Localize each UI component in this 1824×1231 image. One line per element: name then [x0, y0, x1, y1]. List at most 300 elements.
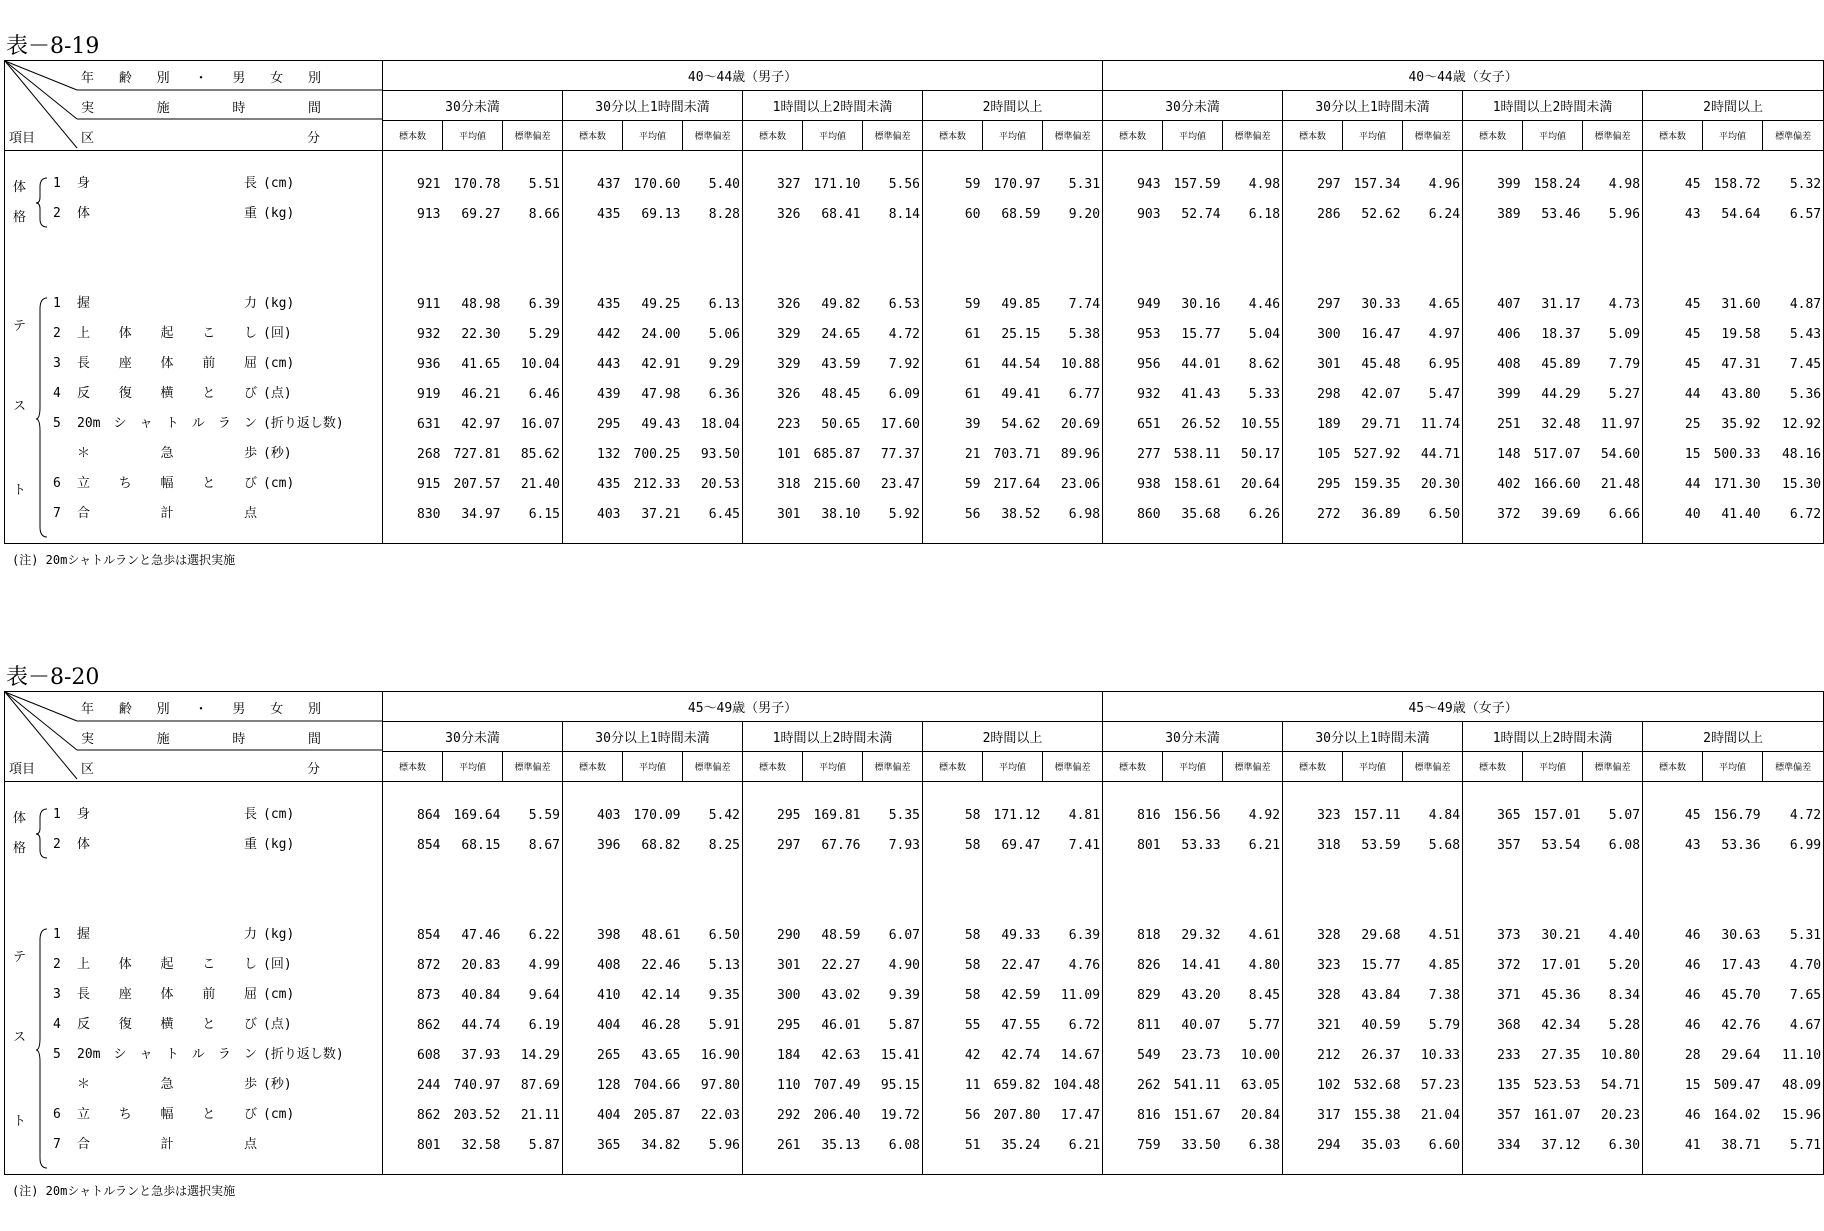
data-cell: 49.85 [1001, 296, 1041, 312]
header-column: 平均値 [443, 752, 503, 782]
data-cell: 403 [597, 506, 621, 522]
data-cell: 8.34 [1583, 980, 1643, 1010]
data-cell: 44.29 [1541, 386, 1581, 402]
data-cell: 5.92 [863, 499, 923, 529]
data-cell: 14.29 [503, 1040, 563, 1070]
data-cell: 15 [1684, 446, 1701, 462]
data-cell: 20.69 [1043, 409, 1103, 439]
data-cell: 42.63 [821, 1047, 861, 1063]
data-cell: 6.15 [503, 499, 563, 529]
header-duration: 30分未満 [1103, 722, 1283, 752]
data-cell: 5.87 [863, 1010, 923, 1040]
data-cell: 915 [417, 476, 441, 492]
data-cell: 157.34 [1353, 176, 1401, 192]
data-cell: 10.33 [1403, 1040, 1463, 1070]
data-cell: 11 [964, 1077, 981, 1093]
data-cell: 399 [1497, 386, 1521, 402]
data-cell: 829 [1137, 987, 1161, 1003]
data-cell: 5.28 [1583, 1010, 1643, 1040]
data-cell: 404 [597, 1107, 621, 1123]
data-cell: 8.66 [503, 199, 563, 229]
data-cell: 5.06 [683, 319, 743, 349]
item-name: ＊ 急 歩 [77, 1077, 257, 1092]
data-cell: 329 [777, 356, 801, 372]
data-cell: 212.33 [633, 476, 681, 492]
stats-table [4, 691, 1824, 1175]
data-cell: 6.50 [1403, 499, 1463, 529]
data-cell: 372 [1497, 957, 1521, 973]
header-column: 平均値 [1703, 121, 1763, 151]
category-body-char: 格 [13, 841, 27, 856]
data-cell: 40 [1684, 506, 1701, 522]
header-duration: 1時間以上2時間未満 [1463, 722, 1643, 752]
data-cell: 15.96 [1763, 1100, 1824, 1130]
item-name: 上 体 起 こ し [77, 326, 257, 341]
data-cell: 189 [1317, 416, 1341, 432]
data-cell: 22.46 [641, 957, 681, 973]
data-cell: 323 [1317, 957, 1341, 973]
data-cell: 45 [1684, 807, 1701, 823]
data-cell: 406 [1497, 326, 1521, 342]
category-body-char: 体 [13, 811, 27, 826]
data-cell: 5.13 [683, 950, 743, 980]
header-column: 標本数 [1103, 121, 1163, 151]
header-column: 標準偏差 [683, 121, 743, 151]
header-column: 平均値 [983, 121, 1043, 151]
data-cell: 16.90 [683, 1040, 743, 1070]
header-duration: 2時間以上 [923, 722, 1103, 752]
data-cell: 77.37 [863, 439, 923, 469]
data-cell: 56 [964, 1107, 981, 1123]
data-cell: 6.07 [863, 920, 923, 950]
data-cell: 101 [777, 446, 801, 462]
data-cell: 523.53 [1533, 1077, 1581, 1093]
data-cell: 44 [1684, 476, 1701, 492]
data-cell: 6.57 [1763, 199, 1824, 229]
data-cell: 48.98 [461, 296, 501, 312]
stats-table [4, 60, 1824, 544]
table-row [5, 1040, 1824, 1070]
row-label [5, 319, 382, 349]
data-cell: 157.11 [1353, 807, 1401, 823]
data-cell: 6.99 [1763, 830, 1824, 860]
item-unit: (cm) [263, 807, 295, 822]
data-cell: 44.71 [1403, 439, 1463, 469]
header-duration: 30分以上1時間未満 [1283, 722, 1463, 752]
data-cell: 956 [1137, 356, 1161, 372]
table-row [5, 169, 1824, 199]
table-row [5, 499, 1824, 529]
data-cell: 517.07 [1533, 446, 1581, 462]
data-cell: 68.15 [461, 837, 501, 853]
data-cell: 6.38 [1223, 1130, 1283, 1160]
data-cell: 7.45 [1763, 349, 1824, 379]
item-name: 上 体 起 こ し [77, 957, 257, 972]
data-cell: 43.20 [1181, 987, 1221, 1003]
table-row [5, 289, 1824, 319]
data-cell: 25.15 [1001, 326, 1041, 342]
data-cell: 17.47 [1043, 1100, 1103, 1130]
data-cell: 5.07 [1583, 800, 1643, 830]
header-column: 平均値 [1163, 752, 1223, 782]
table-note: (注) 20mシャトルランと急歩は選択実施 [12, 553, 236, 567]
data-cell: 46 [1684, 1017, 1701, 1033]
data-cell: 509.47 [1713, 1077, 1761, 1093]
row-label [5, 1010, 382, 1040]
data-cell: 365 [1497, 807, 1521, 823]
data-cell: 37.93 [461, 1047, 501, 1063]
data-cell: 158.61 [1173, 476, 1221, 492]
data-cell: 104.48 [1043, 1070, 1103, 1100]
data-cell: 323 [1317, 807, 1341, 823]
data-cell: 6.39 [503, 289, 563, 319]
category-test-char: ス [13, 399, 27, 414]
data-cell: 156.56 [1173, 807, 1221, 823]
table-row [5, 1010, 1824, 1040]
item-unit: (kg) [263, 927, 295, 942]
data-cell: 26.52 [1181, 416, 1221, 432]
data-cell: 651 [1137, 416, 1161, 432]
table-row [5, 950, 1824, 980]
data-cell: 7.93 [863, 830, 923, 860]
header-item: 項目 [9, 131, 36, 146]
header-column: 標準偏差 [503, 752, 563, 782]
data-cell: 44.74 [461, 1017, 501, 1033]
data-cell: 159.35 [1353, 476, 1401, 492]
data-cell: 943 [1137, 176, 1161, 192]
header-duration: 1時間以上2時間未満 [743, 91, 923, 121]
item-number: 5 [53, 416, 61, 431]
item-name: 握 力 [77, 296, 257, 311]
data-cell: 326 [777, 386, 801, 402]
data-cell: 35.24 [1001, 1137, 1041, 1153]
data-cell: 40.84 [461, 987, 501, 1003]
data-cell: 854 [417, 927, 441, 943]
data-cell: 29.71 [1361, 416, 1401, 432]
data-cell: 6.13 [683, 289, 743, 319]
data-cell: 50.17 [1223, 439, 1283, 469]
data-cell: 156.79 [1713, 807, 1761, 823]
data-cell: 20.64 [1223, 469, 1283, 499]
data-cell: 811 [1137, 1017, 1161, 1033]
data-cell: 110 [777, 1077, 801, 1093]
data-cell: 541.11 [1173, 1077, 1221, 1093]
header-duration: 30分未満 [383, 722, 563, 752]
data-cell: 357 [1497, 837, 1521, 853]
data-cell: 169.64 [453, 807, 501, 823]
row-label [5, 379, 382, 409]
header-duration: 2時間以上 [1643, 722, 1824, 752]
data-cell: 18.04 [683, 409, 743, 439]
data-cell: 87.69 [503, 1070, 563, 1100]
data-cell: 938 [1137, 476, 1161, 492]
data-cell: 4.40 [1583, 920, 1643, 950]
data-cell: 11.10 [1763, 1040, 1824, 1070]
data-cell: 295 [1317, 476, 1341, 492]
data-cell: 5.79 [1403, 1010, 1463, 1040]
data-cell: 329 [777, 326, 801, 342]
header-column: 平均値 [1523, 121, 1583, 151]
data-cell: 435 [597, 206, 621, 222]
row-label [5, 439, 382, 469]
header-column: 標本数 [743, 121, 803, 151]
data-cell: 8.45 [1223, 980, 1283, 1010]
header-column: 標本数 [563, 752, 623, 782]
data-cell: 527.92 [1353, 446, 1401, 462]
data-cell: 31.17 [1541, 296, 1581, 312]
table-row [5, 1100, 1824, 1130]
data-cell: 32.48 [1541, 416, 1581, 432]
header-column: 平均値 [803, 752, 863, 782]
data-cell: 9.39 [863, 980, 923, 1010]
data-cell: 55 [964, 1017, 981, 1033]
data-cell: 206.40 [813, 1107, 861, 1123]
item-unit: (折り返し数) [263, 1047, 344, 1062]
item-number: 5 [53, 1047, 61, 1062]
data-cell: 47.46 [461, 927, 501, 943]
data-cell: 244 [417, 1077, 441, 1093]
data-cell: 40.07 [1181, 1017, 1221, 1033]
data-cell: 704.66 [633, 1077, 681, 1093]
row-label [5, 1030, 382, 1070]
data-cell: 4.92 [1223, 800, 1283, 830]
header-column: 標準偏差 [683, 752, 743, 782]
data-cell: 286 [1317, 206, 1341, 222]
data-cell: 860 [1137, 506, 1161, 522]
data-cell: 404 [597, 1017, 621, 1033]
data-cell: 44.01 [1181, 356, 1221, 372]
header-column: 標本数 [1103, 752, 1163, 782]
data-cell: 21.04 [1403, 1100, 1463, 1130]
header-duration: 2時間以上 [1643, 91, 1824, 121]
data-cell: 54.71 [1583, 1070, 1643, 1100]
data-cell: 396 [597, 837, 621, 853]
data-cell: 5.35 [863, 800, 923, 830]
data-cell: 207.80 [993, 1107, 1041, 1123]
data-cell: 11.97 [1583, 409, 1643, 439]
data-cell: 46.21 [461, 386, 501, 402]
data-cell: 437 [597, 176, 621, 192]
data-cell: 5.29 [503, 319, 563, 349]
item-number: 4 [53, 386, 61, 401]
data-cell: 58 [964, 927, 981, 943]
data-cell: 4.99 [503, 950, 563, 980]
data-cell: 5.71 [1763, 1130, 1824, 1160]
header-column: 標本数 [383, 121, 443, 151]
data-cell: 949 [1137, 296, 1161, 312]
data-cell: 5.51 [503, 169, 563, 199]
data-cell: 8.14 [863, 199, 923, 229]
data-cell: 6.72 [1043, 1010, 1103, 1040]
data-cell: 48.61 [641, 927, 681, 943]
data-cell: 22.27 [821, 957, 861, 973]
data-cell: 58 [964, 837, 981, 853]
data-cell: 4.84 [1403, 800, 1463, 830]
data-cell: 170.97 [993, 176, 1041, 192]
data-cell: 51 [964, 1137, 981, 1153]
data-cell: 9.64 [503, 980, 563, 1010]
header-column: 標準偏差 [1043, 121, 1103, 151]
data-cell: 8.25 [683, 830, 743, 860]
data-cell: 54.64 [1721, 206, 1761, 222]
row-label [5, 1100, 382, 1130]
data-cell: 5.77 [1223, 1010, 1283, 1040]
data-cell: 24.00 [641, 326, 681, 342]
data-cell: 52.74 [1181, 206, 1221, 222]
data-cell: 58 [964, 807, 981, 823]
data-cell: 6.50 [683, 920, 743, 950]
data-cell: 407 [1497, 296, 1521, 312]
data-cell: 301 [777, 506, 801, 522]
data-cell: 6.22 [503, 920, 563, 950]
header-male: 45～49歳（男子） [383, 692, 1103, 722]
data-cell: 435 [597, 296, 621, 312]
data-cell: 32.58 [461, 1137, 501, 1153]
header-duration: 2時間以上 [923, 91, 1103, 121]
data-cell: 34.97 [461, 506, 501, 522]
header-column: 標本数 [1283, 121, 1343, 151]
header-column: 標本数 [1643, 752, 1703, 782]
data-cell: 39.69 [1541, 506, 1581, 522]
data-cell: 872 [417, 957, 441, 973]
data-cell: 61 [964, 386, 981, 402]
data-cell: 318 [1317, 837, 1341, 853]
data-cell: 936 [417, 356, 441, 372]
data-cell: 4.67 [1763, 1010, 1824, 1040]
data-cell: 46.28 [641, 1017, 681, 1033]
data-cell: 7.74 [1043, 289, 1103, 319]
item-name: 合 計 点 [77, 1137, 257, 1152]
data-cell: 4.80 [1223, 950, 1283, 980]
data-cell: 4.97 [1403, 319, 1463, 349]
table-row [5, 980, 1824, 1010]
data-cell: 15.77 [1181, 326, 1221, 342]
data-cell: 46 [1684, 987, 1701, 1003]
data-cell: 15.30 [1763, 469, 1824, 499]
data-cell: 16.07 [503, 409, 563, 439]
data-cell: 6.45 [683, 499, 743, 529]
data-cell: 297 [777, 837, 801, 853]
row-label [5, 830, 382, 860]
data-cell: 295 [597, 416, 621, 432]
data-cell: 5.09 [1583, 319, 1643, 349]
data-cell: 85.62 [503, 439, 563, 469]
data-cell: 6.08 [1583, 830, 1643, 860]
data-cell: 631 [417, 416, 441, 432]
data-cell: 4.46 [1223, 289, 1283, 319]
data-cell: 29.64 [1721, 1047, 1761, 1063]
data-cell: 8.28 [683, 199, 743, 229]
data-cell: 297 [1317, 176, 1341, 192]
item-number: 6 [53, 476, 61, 491]
data-cell: 703.71 [993, 446, 1041, 462]
data-cell: 294 [1317, 1137, 1341, 1153]
data-cell: 389 [1497, 206, 1521, 222]
header-time: 実 施 時 間 [81, 101, 321, 116]
data-cell: 6.95 [1403, 349, 1463, 379]
data-cell: 30.21 [1541, 927, 1581, 943]
data-cell: 48.09 [1763, 1070, 1824, 1100]
data-cell: 17.01 [1541, 957, 1581, 973]
header-column: 標本数 [1643, 121, 1703, 151]
data-cell: 54.60 [1583, 439, 1643, 469]
data-cell: 42.74 [1001, 1047, 1041, 1063]
data-cell: 11.09 [1043, 980, 1103, 1010]
data-cell: 6.53 [863, 289, 923, 319]
data-cell: 170.09 [633, 807, 681, 823]
row-label [5, 169, 382, 199]
data-cell: 318 [777, 476, 801, 492]
data-cell: 58 [964, 957, 981, 973]
row-label [5, 199, 382, 229]
item-name: 身 長 [77, 807, 257, 822]
data-cell: 48.59 [821, 927, 861, 943]
row-label [5, 289, 382, 319]
data-cell: 35.68 [1181, 506, 1221, 522]
data-cell: 911 [417, 296, 441, 312]
data-cell: 23.06 [1043, 469, 1103, 499]
header-column: 標準偏差 [1583, 752, 1643, 782]
data-cell: 38.71 [1721, 1137, 1761, 1153]
header-age-sex: 年 齢 別 ・ 男 女 別 [81, 702, 321, 717]
data-cell: 21.48 [1583, 469, 1643, 499]
header-kubun-left: 区 [81, 131, 95, 146]
data-cell: 6.30 [1583, 1130, 1643, 1160]
data-cell: 42.59 [1001, 987, 1041, 1003]
data-cell: 39 [964, 416, 981, 432]
header-column: 標準偏差 [1763, 121, 1824, 151]
data-cell: 20.84 [1223, 1100, 1283, 1130]
header-column: 平均値 [623, 752, 683, 782]
data-cell: 35.03 [1361, 1137, 1401, 1153]
item-name: 反 復 横 と び [77, 1017, 257, 1032]
data-cell: 215.60 [813, 476, 861, 492]
data-cell: 261 [777, 1137, 801, 1153]
data-cell: 68.59 [1001, 206, 1041, 222]
data-cell: 47.98 [641, 386, 681, 402]
data-cell: 707.49 [813, 1077, 861, 1093]
data-cell: 932 [1137, 386, 1161, 402]
data-cell: 4.98 [1223, 169, 1283, 199]
data-cell: 30.63 [1721, 927, 1761, 943]
data-cell: 45.89 [1541, 356, 1581, 372]
data-cell: 295 [777, 807, 801, 823]
row-label [5, 950, 382, 980]
data-cell: 298 [1317, 386, 1341, 402]
item-unit: (秒) [263, 1077, 292, 1092]
data-cell: 155.38 [1353, 1107, 1401, 1123]
data-cell: 608 [417, 1047, 441, 1063]
data-cell: 20.23 [1583, 1100, 1643, 1130]
item-number: 7 [53, 1137, 61, 1152]
data-cell: 68.82 [641, 837, 681, 853]
item-number: 3 [53, 987, 61, 1002]
data-cell: 854 [417, 837, 441, 853]
data-cell: 317 [1317, 1107, 1341, 1123]
item-name: 身 長 [77, 176, 257, 191]
item-unit: (kg) [263, 206, 295, 221]
data-cell: 9.35 [683, 980, 743, 1010]
data-cell: 203.52 [453, 1107, 501, 1123]
data-cell: 22.47 [1001, 957, 1041, 973]
data-cell: 53.46 [1541, 206, 1581, 222]
data-cell: 4.85 [1403, 950, 1463, 980]
header-column: 標準偏差 [1043, 752, 1103, 782]
data-cell: 15 [1684, 1077, 1701, 1093]
data-cell: 58 [964, 987, 981, 1003]
data-cell: 29.68 [1361, 927, 1401, 943]
data-cell: 43.65 [641, 1047, 681, 1063]
